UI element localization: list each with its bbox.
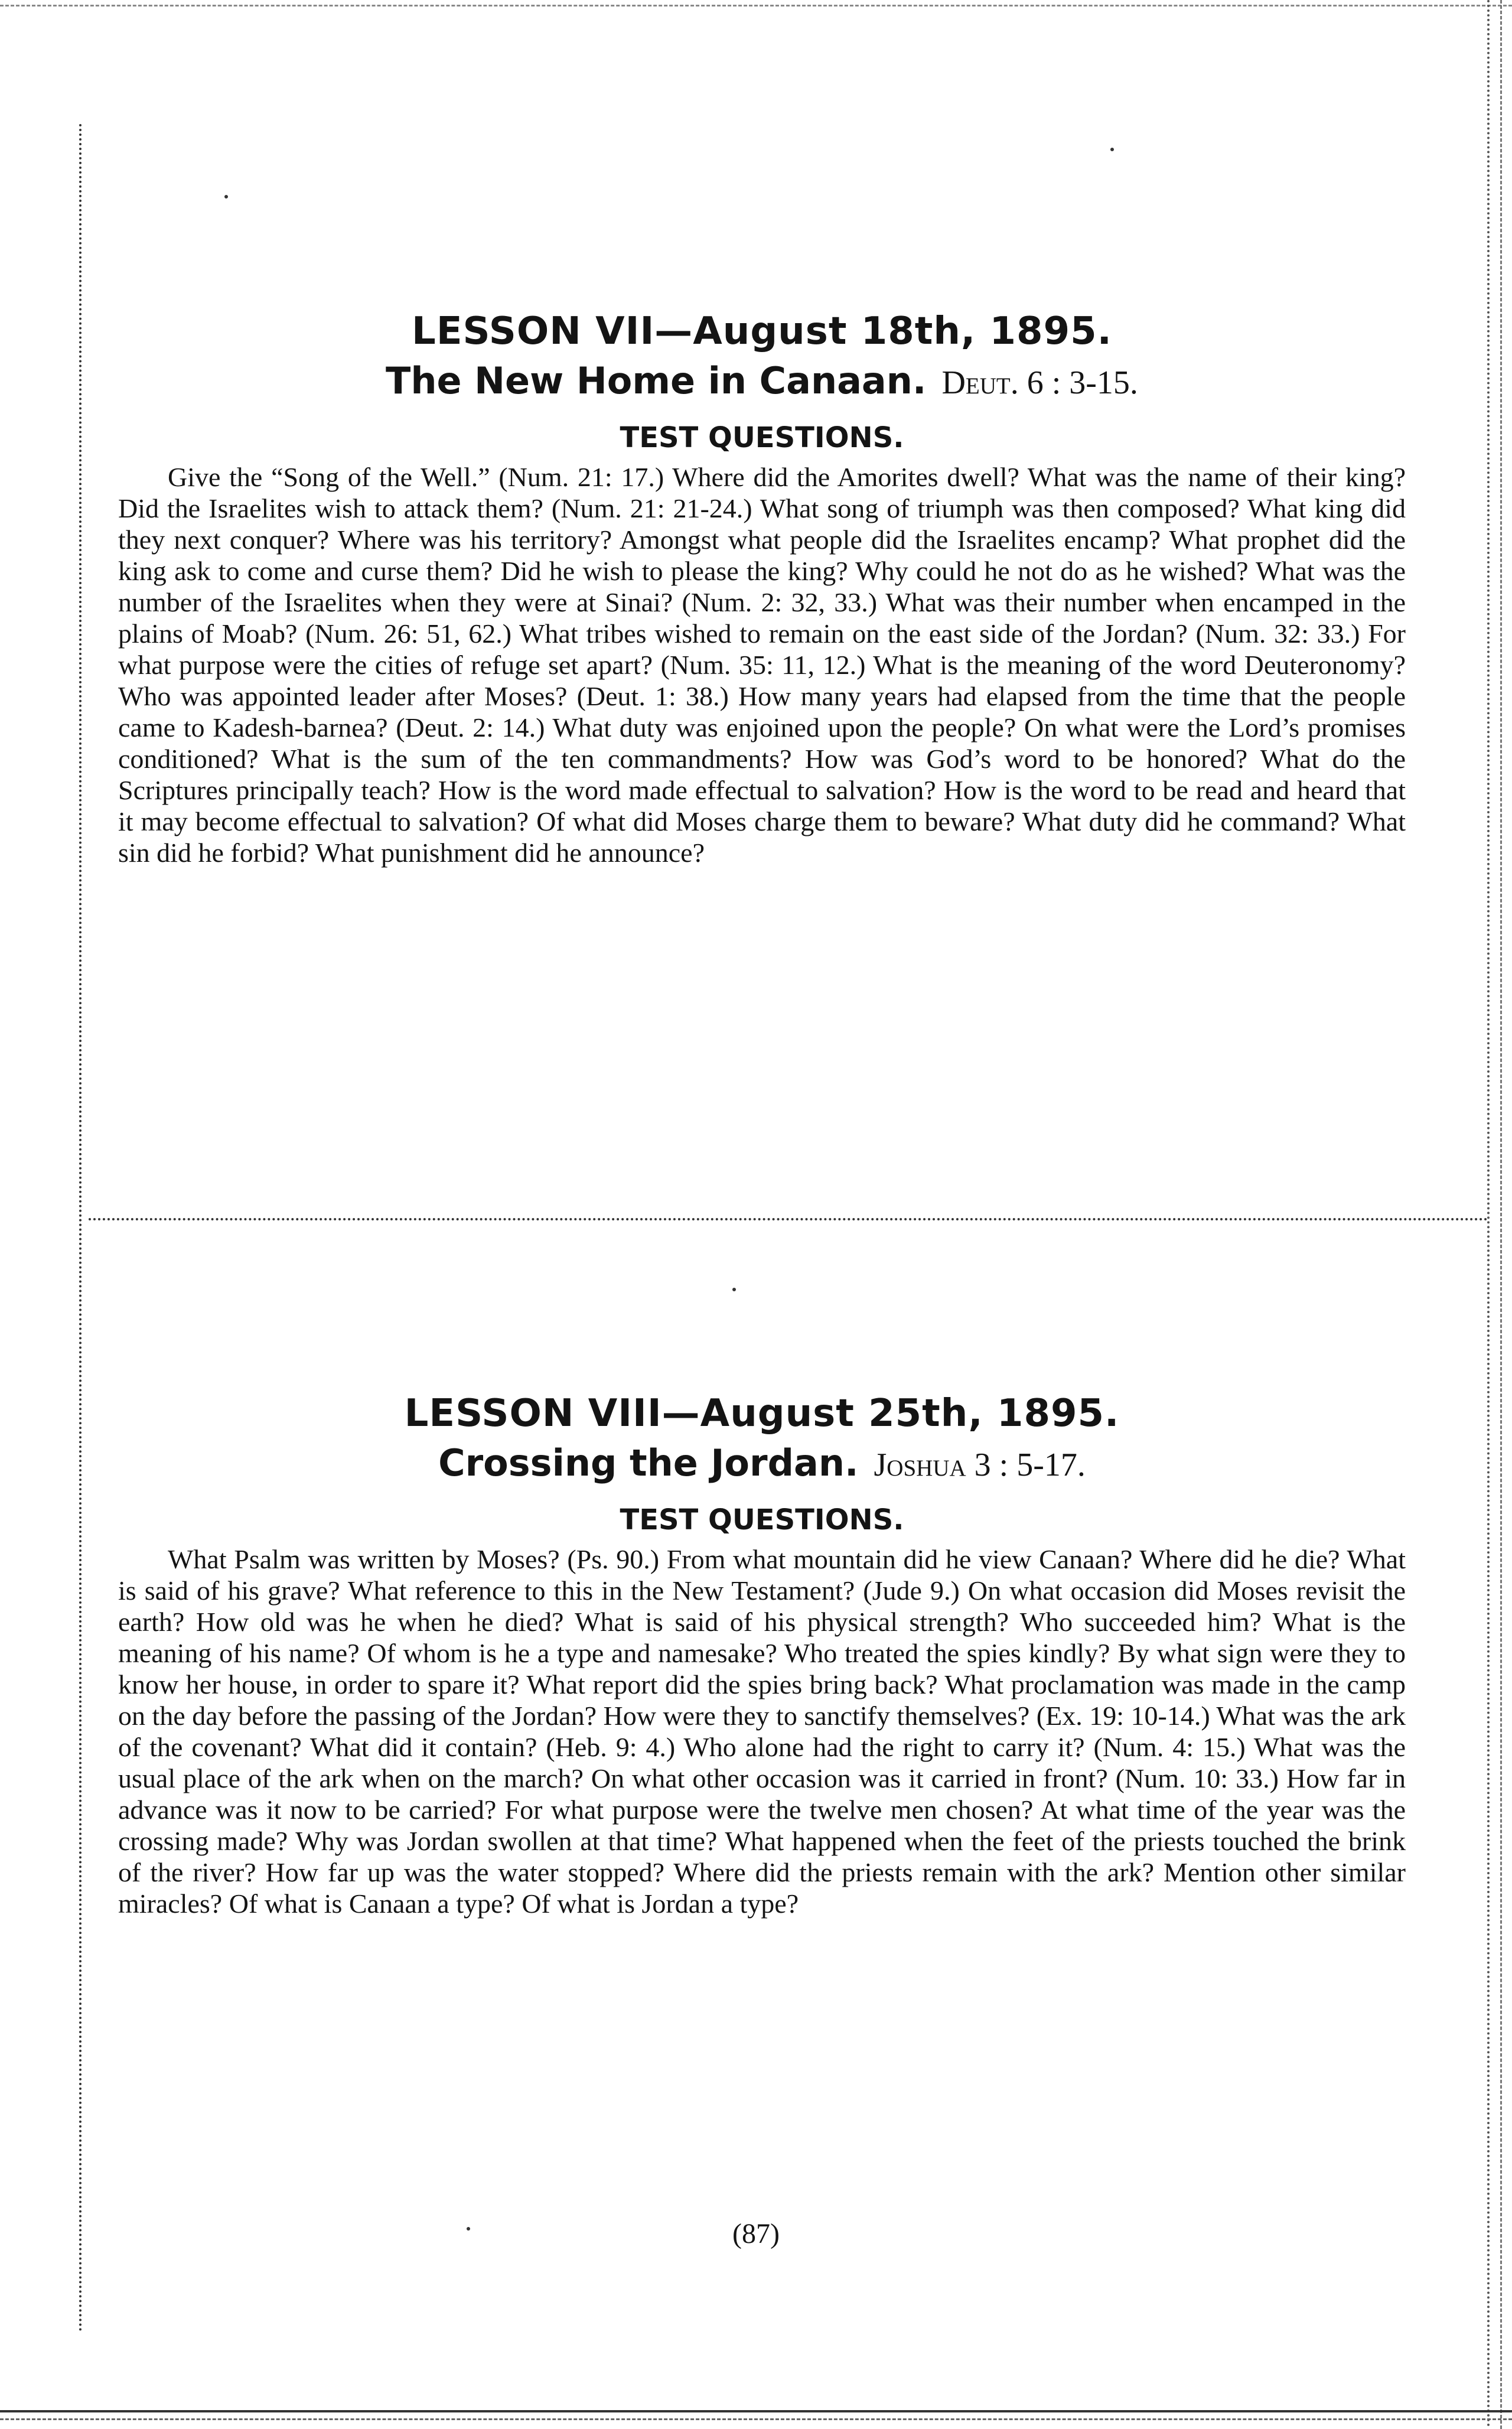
test-questions-heading: TEST QUESTIONS. <box>620 421 904 454</box>
ink-speck <box>1110 148 1114 151</box>
lesson-heading: LESSON VII—August 18th, 1895. <box>412 310 1112 353</box>
lesson-section-viii <box>118 1389 1406 1919</box>
lesson-section-vii <box>118 307 1406 868</box>
test-questions-text: Give the “Song of the Well.” (Num. 21: 17.) Where did the Amorites dwell? What was the name of their king? Did the Israelites wish to attack them? (Num. 21: 21-24.) What song of triumph was then composed? What king did they next conquer? Where was his territory? Amongst what people did the Israelites encamp? What prophet did the king ask to come and curse them? Did he wish to please the king? Why could he not do as he wished? What was the number of the Israelites when they were at Sinai? (Num. 2: 32, 33.) What was their number when encamped in the plains of Moab? (Num. 26: 51, 62.) What tribes wished to remain on the east side of the Jordan? (Num. 32: 33.) For what purpose were the cities of refuge set apart? (Num. 35: 11, 12.) What is the meaning of the word Deuteronomy? Who was appointed leader after Moses? (Deut. 1: 38.) How many years had elapsed from the time that the people came to Kadesh-barnea? (Deut. 2: 14.) What duty was enjoined upon the people? On what were the Lord’s promises conditioned? What is the sum of the ten commandments? How was God’s word to be honored? What do the Scriptures principally teach? How is the word made effectual to salvation? How is the word to be read and heard that it may become effectual to salvation? Of what did Moses charge them to beware? What duty did he command? What sin did he forbid? What punishment did he announce? <box>118 462 1406 868</box>
scripture-reference: Deut. 6 : 3-15. <box>941 364 1138 401</box>
left-margin-rule <box>79 124 82 2333</box>
right-margin-rule <box>1487 0 1490 2429</box>
right-page-edge <box>1500 0 1502 2429</box>
lesson-subtitle <box>118 1438 1406 1499</box>
lesson-subtitle <box>118 356 1406 416</box>
page-bottom-edge <box>0 2418 1512 2420</box>
page-number: (87) <box>732 2218 780 2249</box>
test-questions-heading: TEST QUESTIONS. <box>620 1503 904 1536</box>
ink-speck <box>224 195 228 198</box>
scripture-reference: Joshua 3 : 5-17. <box>874 1447 1086 1483</box>
ink-speck <box>467 2227 470 2231</box>
page-bottom-rule <box>0 2410 1512 2412</box>
ink-speck <box>732 1288 736 1291</box>
section-divider <box>89 1218 1488 1220</box>
lesson-topic: The New Home in Canaan. <box>386 359 927 402</box>
lesson-topic: Crossing the Jordan. <box>438 1441 859 1484</box>
page-top-edge <box>0 5 1512 6</box>
test-questions-text: What Psalm was written by Moses? (Ps. 90.) From what mountain did he view Canaan? Where did he die? What is said of his grave? What reference to this in the New Testament? (Jude 9.) On what occasion did Moses revisit the earth? How old was he when he died? What is said of his physical strength? Who succeeded him? What is the meaning of his name? Of whom is he a type and namesake? Who treated the spies kindly? By what sign were they to know her house, in order to spare it? What report did the spies bring back? What proclamation was made in the camp on the day before the passing of the Jordan? How were they to sanctify themselves? (Ex. 19: 10-14.) What was the ark of the covenant? What did it contain? (Heb. 9: 4.) Who alone had the right to carry it? (Num. 4: 15.) What was the usual place of the ark when on the march? On what other occasion was it carried in front? (Num. 10: 33.) How far in advance was it now to be carried? For what purpose were the twelve men chosen? At what time of the year was the crossing made? Why was Jordan swollen at that time? What happened when the feet of the priests touched the brink of the river? How far up was the water stopped? Where did the priests remain with the ark? Mention other similar miracles? Of what is Canaan a type? Of what is Jordan a type? <box>118 1544 1406 1919</box>
lesson-heading: LESSON VIII—August 25th, 1895. <box>404 1392 1120 1435</box>
